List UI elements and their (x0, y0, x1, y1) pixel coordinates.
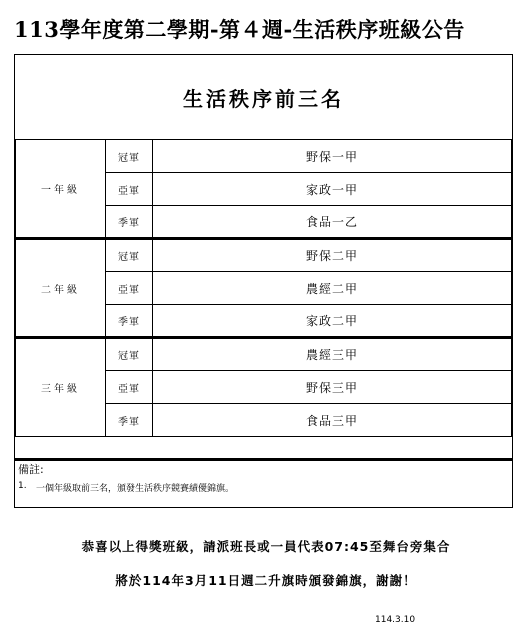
medal-cell: 亞軍 (106, 272, 153, 305)
medal-cell: 亞軍 (106, 173, 153, 206)
class-cell: 野保二甲 (153, 239, 512, 272)
notes-item-text: 一個年級取前三名，頒發生活秩序競賽績優錦旗。 (36, 484, 235, 494)
medal-cell: 冠軍 (106, 338, 153, 371)
notes-item-number: 1. (18, 481, 27, 491)
grade-cell: 二年級 (16, 239, 106, 338)
grade-cell: 三年級 (16, 338, 106, 437)
footer-award-notice: 將於114年3月11日週二升旗時頒發錦旗，謝謝！ (115, 573, 417, 588)
class-cell: 農經三甲 (153, 338, 512, 371)
document-date: 114.3.10 (375, 615, 416, 625)
class-cell: 食品三甲 (153, 404, 512, 437)
medal-cell: 冠軍 (106, 239, 153, 272)
medal-cell: 季軍 (106, 305, 153, 338)
medal-cell: 冠軍 (106, 140, 153, 173)
table-row (16, 140, 512, 173)
class-cell: 野保一甲 (153, 140, 512, 173)
class-cell: 食品一乙 (153, 206, 512, 239)
notes-label: 備註: (18, 463, 44, 476)
class-cell: 野保三甲 (153, 371, 512, 404)
class-cell: 農經二甲 (153, 272, 512, 305)
section-title: 生活秩序前三名 (183, 86, 344, 111)
notes-section (15, 458, 512, 508)
class-cell: 家政一甲 (153, 173, 512, 206)
notes-item (18, 481, 509, 494)
class-cell: 家政二甲 (153, 305, 512, 338)
document-title: 113學年度第二學期-第４週-生活秩序班級公告 (14, 17, 465, 42)
medal-cell: 季軍 (106, 404, 153, 437)
grade-cell: 一年級 (16, 140, 106, 239)
ranking-table (15, 139, 512, 437)
ranking-frame (14, 54, 513, 508)
table-row (16, 239, 512, 272)
medal-cell: 亞軍 (106, 371, 153, 404)
footer-instruction: 恭喜以上得獎班級，請派班長或一員代表07:45至舞台旁集合 (81, 539, 451, 554)
medal-cell: 季軍 (106, 206, 153, 239)
table-row (16, 338, 512, 371)
